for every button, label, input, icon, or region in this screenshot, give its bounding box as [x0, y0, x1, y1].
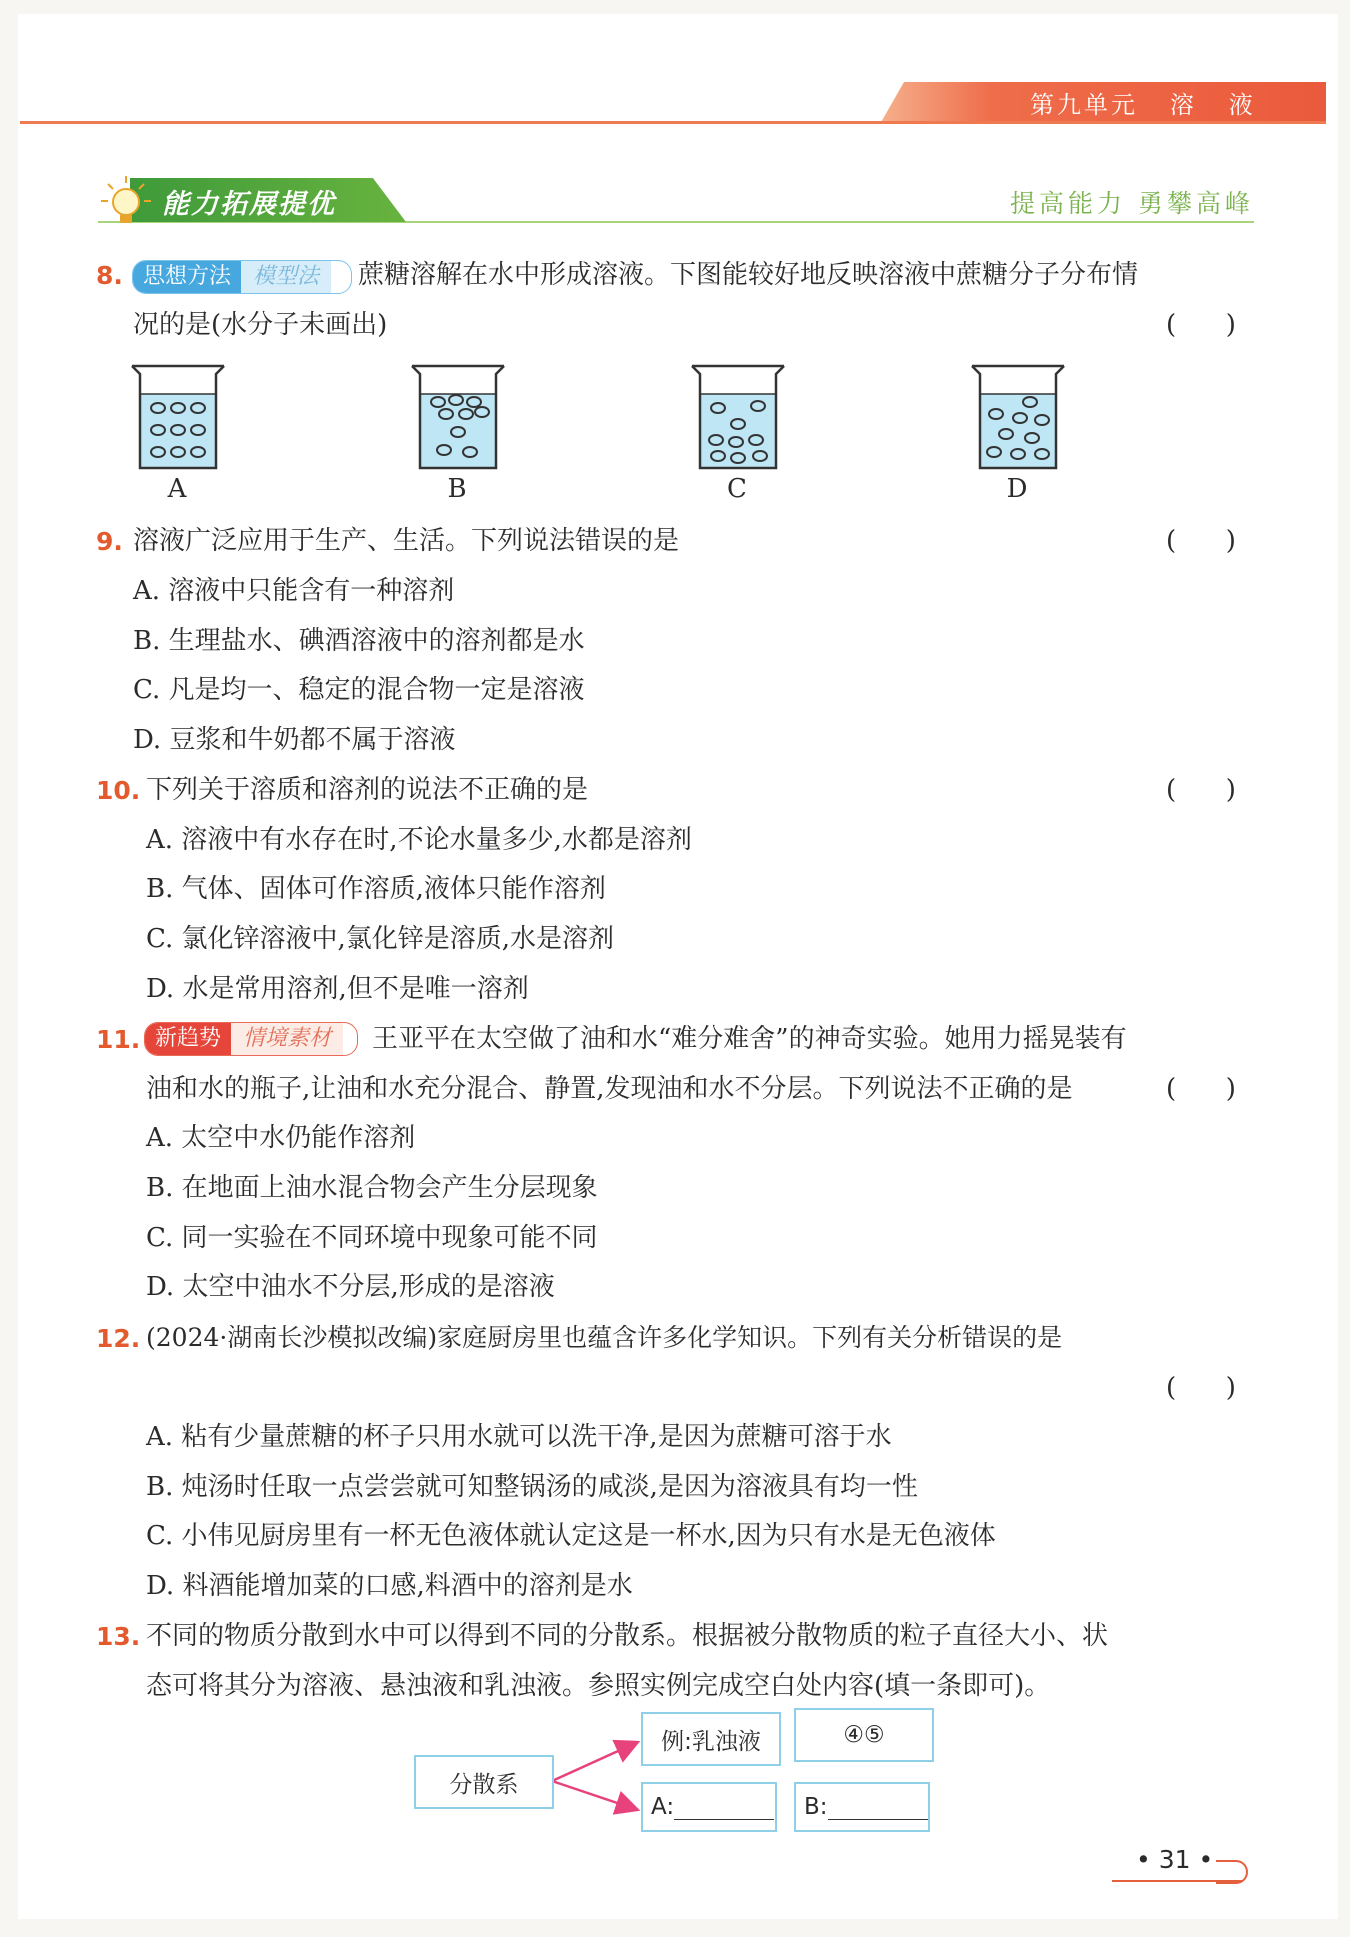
q9-option-c: C. 凡是均一、稳定的混合物一定是溶液 — [133, 675, 585, 705]
q10-option-b: B. 气体、固体可作溶质,液体只能作溶剂 — [146, 874, 606, 904]
answer-bracket-q11: ( ) — [1166, 1074, 1236, 1104]
diagram-blank-a-box[interactable] — [641, 1782, 777, 1832]
answer-bracket-q12: ( ) — [1166, 1373, 1236, 1403]
beaker-label-c: C — [727, 474, 747, 504]
answer-bracket-q8: ( ) — [1166, 310, 1236, 340]
q11-option-d: D. 太空中油水不分层,形成的是溶液 — [146, 1272, 555, 1302]
blank-b-label: B: — [804, 1794, 828, 1820]
page-number: • 31 • — [1136, 1845, 1214, 1874]
section-title: 能力拓展提优 — [162, 189, 336, 220]
q9-option-d: D. 豆浆和牛奶都不属于溶液 — [133, 725, 456, 755]
q9-stem: 溶液广泛应用于生产、生活。下列说法错误的是 — [133, 526, 680, 556]
q11-option-c: C. 同一实验在不同环境中现象可能不同 — [146, 1223, 598, 1253]
q12-option-b: B. 炖汤时任取一点尝尝就可知整锅汤的咸淡,是因为溶液具有均一性 — [146, 1472, 918, 1502]
lightbulb-icon — [96, 172, 156, 232]
diagram-root-label: 分散系 — [449, 1771, 519, 1798]
q12-stem: (2024·湖南长沙模拟改编)家庭厨房里也蕴含许多化学知识。下列有关分析错误的是 — [146, 1323, 1063, 1352]
diagram-blank-b-box[interactable] — [794, 1782, 930, 1832]
footer-hook-icon — [1216, 1860, 1248, 1884]
beaker-scattered-icon — [968, 360, 1068, 472]
question-number-13: 13. — [96, 1622, 141, 1651]
beaker-label-d: D — [1006, 474, 1028, 504]
diagram-example-label: 例:乳浊液 — [661, 1728, 761, 1755]
answer-bracket-q10: ( ) — [1166, 775, 1236, 805]
question-number-8: 8. — [96, 261, 123, 290]
diagram-example-answer-box — [794, 1708, 934, 1762]
question-number-9: 9. — [96, 527, 123, 556]
tag-secondary: 情境素材 — [231, 1023, 343, 1055]
q13-stem-line1: 不同的物质分散到水中可以得到不同的分散系。根据被分散物质的粒子直径大小、状 — [146, 1621, 1109, 1651]
q8-stem-line1: 蔗糖溶解在水中形成溶液。下图能较好地反映溶液中蔗糖分子分布情 — [358, 260, 1139, 290]
question-number-10: 10. — [96, 776, 141, 805]
answer-bracket-q9: ( ) — [1166, 526, 1236, 556]
blank-b-line[interactable] — [828, 1795, 928, 1820]
diagram-root-box — [414, 1755, 554, 1809]
unit-title: 第九单元 溶 液 — [1030, 91, 1256, 119]
beaker-bottom-heavy-icon — [688, 360, 788, 472]
tag-new-trend — [144, 1022, 358, 1056]
blank-a-label: A: — [651, 1794, 675, 1820]
q10-stem: 下列关于溶质和溶剂的说法不正确的是 — [146, 775, 589, 805]
q11-stem-line1: 王亚平在太空做了油和水“难分难舍”的神奇实验。她用力摇晃装有 — [372, 1024, 1127, 1054]
tag-thinking-method — [132, 260, 352, 294]
q8-stem-line2: 况的是(水分子未画出) — [133, 310, 388, 340]
tag-secondary: 模型法 — [241, 261, 331, 293]
diagram-example-answer: ④⑤ — [843, 1722, 885, 1748]
q11-stem-line2: 油和水的瓶子,让油和水充分混合、静置,发现油和水不分层。下列说法不正确的是 — [146, 1074, 1073, 1104]
q11-option-b: B. 在地面上油水混合物会产生分层现象 — [146, 1173, 598, 1203]
q9-option-a: A. 溶液中只能含有一种溶剂 — [133, 576, 455, 606]
q12-option-c: C. 小伟见厨房里有一杯无色液体就认定这是一杯水,因为只有水是无色液体 — [146, 1521, 996, 1551]
diagram-example-box — [641, 1712, 781, 1766]
q10-option-d: D. 水是常用溶剂,但不是唯一溶剂 — [146, 974, 529, 1004]
beaker-top-heavy-icon — [408, 360, 508, 472]
section-slogan: 提高能力 勇攀高峰 — [1010, 189, 1254, 218]
q13-stem-line2: 态可将其分为溶液、悬浊液和乳浊液。参照实例完成空白处内容(填一条即可)。 — [146, 1671, 1051, 1701]
blank-a-line[interactable] — [674, 1795, 774, 1820]
q9-option-b: B. 生理盐水、碘酒溶液中的溶剂都是水 — [133, 626, 585, 656]
q10-option-a: A. 溶液中有水存在时,不论水量多少,水都是溶剂 — [146, 825, 692, 855]
q10-option-c: C. 氯化锌溶液中,氯化锌是溶质,水是溶剂 — [146, 924, 615, 954]
question-number-11: 11. — [96, 1025, 141, 1054]
beaker-label-b: B — [447, 474, 467, 504]
q12-option-d: D. 料酒能增加菜的口感,料酒中的溶剂是水 — [146, 1571, 633, 1601]
q11-option-a: A. 太空中水仍能作溶剂 — [146, 1123, 416, 1153]
beaker-label-a: A — [167, 474, 187, 504]
q12-option-a: A. 粘有少量蔗糖的杯子只用水就可以洗干净,是因为蔗糖可溶于水 — [146, 1422, 892, 1452]
header-rule — [20, 121, 1326, 124]
tag-primary: 新趋势 — [145, 1023, 231, 1055]
question-number-12: 12. — [96, 1324, 141, 1353]
beaker-uniform-icon — [128, 360, 228, 472]
tag-primary: 思想方法 — [133, 261, 241, 293]
